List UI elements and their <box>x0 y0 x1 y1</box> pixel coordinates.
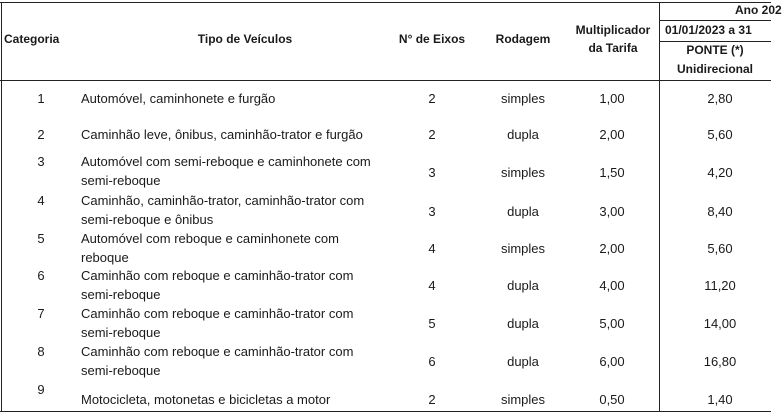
row-7-eixos: 5 <box>428 316 436 331</box>
row-4-tipo: Caminhão, caminhão-trator, caminhão-trator com semi-reboque e ônibus <box>81 193 365 227</box>
row-5-categoria: 5 <box>37 231 45 246</box>
row-2-eixos: 2 <box>428 127 436 142</box>
header-unidirecional: Unidirecional <box>676 62 753 76</box>
row-1-eixos: 2 <box>428 91 436 106</box>
row-4-rodagem: dupla <box>507 204 539 219</box>
row-7-multiplicador: 5,00 <box>599 316 625 331</box>
row-8-categoria: 8 <box>37 344 45 359</box>
row-7-ponte: 14,00 <box>703 316 737 331</box>
row-2-multiplicador: 2,00 <box>599 127 625 142</box>
row-5-eixos: 4 <box>428 241 436 256</box>
row-8-eixos: 6 <box>428 354 436 369</box>
row-9-multiplicador: 0,50 <box>599 392 625 407</box>
row-9-ponte: 1,40 <box>707 392 733 407</box>
header-ano: Ano 202 <box>735 3 782 17</box>
row-4-multiplicador: 3,00 <box>599 204 625 219</box>
row-3-multiplicador: 1,50 <box>599 165 625 180</box>
row-2-tipo: Caminhão leve, ônibus, caminhão-trator e furgão <box>81 127 363 142</box>
row-2-rodagem: dupla <box>507 127 539 142</box>
row-9-rodagem: simples <box>500 392 546 407</box>
header-rodagem: Rodagem <box>495 32 551 46</box>
left-border <box>1 2 2 412</box>
row-8-multiplicador: 6,00 <box>599 354 625 369</box>
row-3-rodagem: simples <box>500 165 546 180</box>
row-4-categoria: 4 <box>37 193 45 208</box>
row-2-ponte: 5,60 <box>707 127 733 142</box>
row-6-multiplicador: 4,00 <box>599 278 625 293</box>
row-3-ponte: 4,20 <box>707 165 733 180</box>
row-8-ponte: 16,80 <box>703 354 737 369</box>
row-1-ponte: 2,80 <box>707 91 733 106</box>
header-ponte: PONTE (*) <box>686 43 744 57</box>
row-9-eixos: 2 <box>428 392 436 407</box>
row-9-categoria: 9 <box>37 382 45 397</box>
row-7-categoria: 7 <box>37 306 45 321</box>
row-2-categoria: 2 <box>37 127 45 142</box>
row-6-rodagem: dupla <box>507 278 539 293</box>
header-bottom-border <box>0 80 771 81</box>
row-3-eixos: 3 <box>428 165 436 180</box>
row-7-rodagem: dupla <box>507 316 539 331</box>
row-1-multiplicador: 1,00 <box>599 91 625 106</box>
header-da-tarifa: da Tarifa <box>588 41 638 55</box>
header-tipo-veiculos: Tipo de Veículos <box>197 32 293 46</box>
row-1-tipo: Automóvel, caminhonete e furgão <box>81 91 276 106</box>
header-multiplicador: Multiplicador <box>575 23 651 37</box>
row-4-ponte: 8,40 <box>707 204 733 219</box>
row-3-tipo: Automóvel com semi-reboque e caminhonete com semi-reboque <box>81 154 371 188</box>
row-8-tipo: Caminhão com reboque e caminhão-trator com semi-reboque <box>81 344 354 378</box>
row-8-rodagem: dupla <box>507 354 539 369</box>
row-6-categoria: 6 <box>37 268 45 283</box>
row-5-multiplicador: 2,00 <box>599 241 625 256</box>
row-1-rodagem: simples <box>500 91 546 106</box>
row-9-tipo: Motocicleta, motonetas e bicicletas a motor <box>81 392 331 407</box>
row-6-eixos: 4 <box>428 278 436 293</box>
row-6-ponte: 11,20 <box>704 278 736 293</box>
row-6-tipo: Caminhão com reboque e caminhão-trator com semi-reboque <box>81 268 354 302</box>
row-1-categoria: 1 <box>37 91 45 106</box>
header-periodo: 01/01/2023 a 31 <box>665 23 752 37</box>
ano-divider <box>659 20 771 21</box>
table-bottom-border <box>0 411 771 412</box>
top-border <box>0 2 771 3</box>
row-5-rodagem: simples <box>500 241 546 256</box>
row-3-categoria: 3 <box>37 154 45 169</box>
row-7-tipo: Caminhão com reboque e caminhão-trator com semi-reboque <box>81 306 354 340</box>
row-4-eixos: 3 <box>428 204 436 219</box>
header-categoria: Categoria <box>4 32 60 46</box>
header-numero-eixos: N° de Eixos <box>398 32 466 46</box>
ponte-column-left-border <box>659 2 660 412</box>
row-5-ponte: 5,60 <box>707 241 733 256</box>
row-5-tipo: Automóvel com reboque e caminhonete com reboque <box>81 231 339 265</box>
